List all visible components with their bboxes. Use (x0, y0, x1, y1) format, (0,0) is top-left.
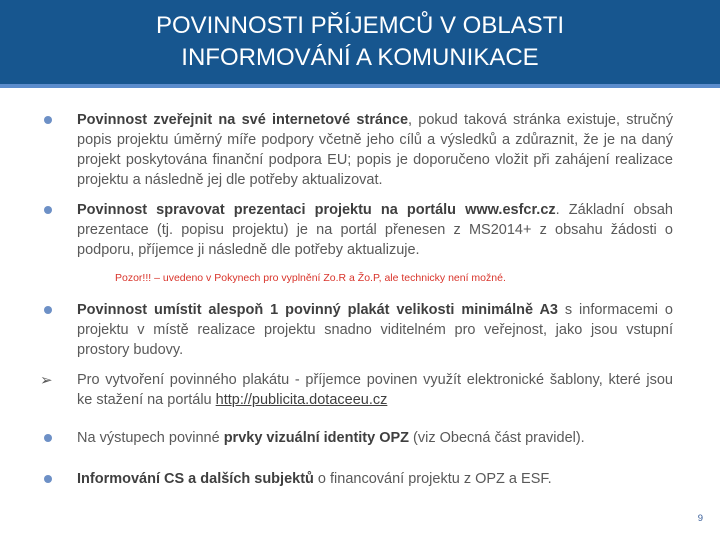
item-text (77, 370, 673, 410)
bullet-icon (44, 206, 52, 214)
arrow-bullet-icon: ➢ (40, 371, 53, 389)
bullet-icon (44, 306, 52, 314)
item-rest-text: . Základní obsah prezentace (tj. popisu projektu) je na portál přenesen z MS2014+ z obsahu žádosti o podporu, příjemce ji následně dle potřeby aktualizuje. (77, 202, 673, 258)
item-text (77, 300, 673, 360)
item-text (77, 428, 673, 448)
item-pre-text: Na výstupech povinné (77, 430, 224, 446)
slide-title-line-1: POVINNOSTI PŘÍJEMCŮ V OBLASTI (155, 12, 565, 39)
title-bar (0, 0, 720, 84)
item-bold-text: Povinnost zveřejnit na své internetové stránce (77, 112, 409, 128)
item-bold-text: Povinnost umístit alespoň 1 povinný plakát velikosti minimálně A3 (77, 302, 558, 318)
header-divider (0, 84, 720, 88)
item-text (77, 469, 673, 489)
item-bold-text: Informování CS a dalších subjektů (77, 471, 314, 487)
bullet-icon (44, 475, 52, 483)
item-rest-text: Pro vytvoření povinného plakátu - příjemce povinen využít elektronické šablony, které jsou ke stažení na portálu (77, 372, 673, 408)
item-text (77, 110, 673, 190)
warning-note: Pozor!!! – uvedeno v Pokynech pro vyplnění Zo.R a Žo.P, ale technicky není možné. (115, 272, 506, 284)
bullet-icon (44, 116, 52, 124)
item-bold-text: Povinnost spravovat prezentaci projektu na portálu www.esfcr.cz (77, 202, 556, 218)
item-post-text: (viz Obecná část pravidel). (409, 430, 585, 446)
item-rest-text: , pokud taková stránka existuje, stručný popis projektu úměrný míře podpory včetně jeho cílů a výsledků a zdůraznit, že je na daný projekt poskytována finanční podpora EU; popis je doporučeno vložit při zahájení realizace projektu a následně jej dle potřeby aktualizovat. (77, 112, 673, 188)
item-rest-text: s informacemi o projektu v místě realizace projektu snadno viditelném pro veřejnost, jako jsou vstupní prostory budovy. (77, 302, 673, 358)
item-rest-text: o financování projektu z OPZ a ESF. (313, 471, 552, 487)
bullet-icon (44, 434, 52, 442)
page-number: 9 (697, 513, 703, 524)
slide-title-line-2: INFORMOVÁNÍ A KOMUNIKACE (181, 44, 539, 71)
publicita-link[interactable]: http://publicita.dotaceeu.cz (215, 392, 388, 408)
item-text (77, 200, 673, 260)
item-bold-text: prvky vizuální identity OPZ (223, 430, 410, 446)
